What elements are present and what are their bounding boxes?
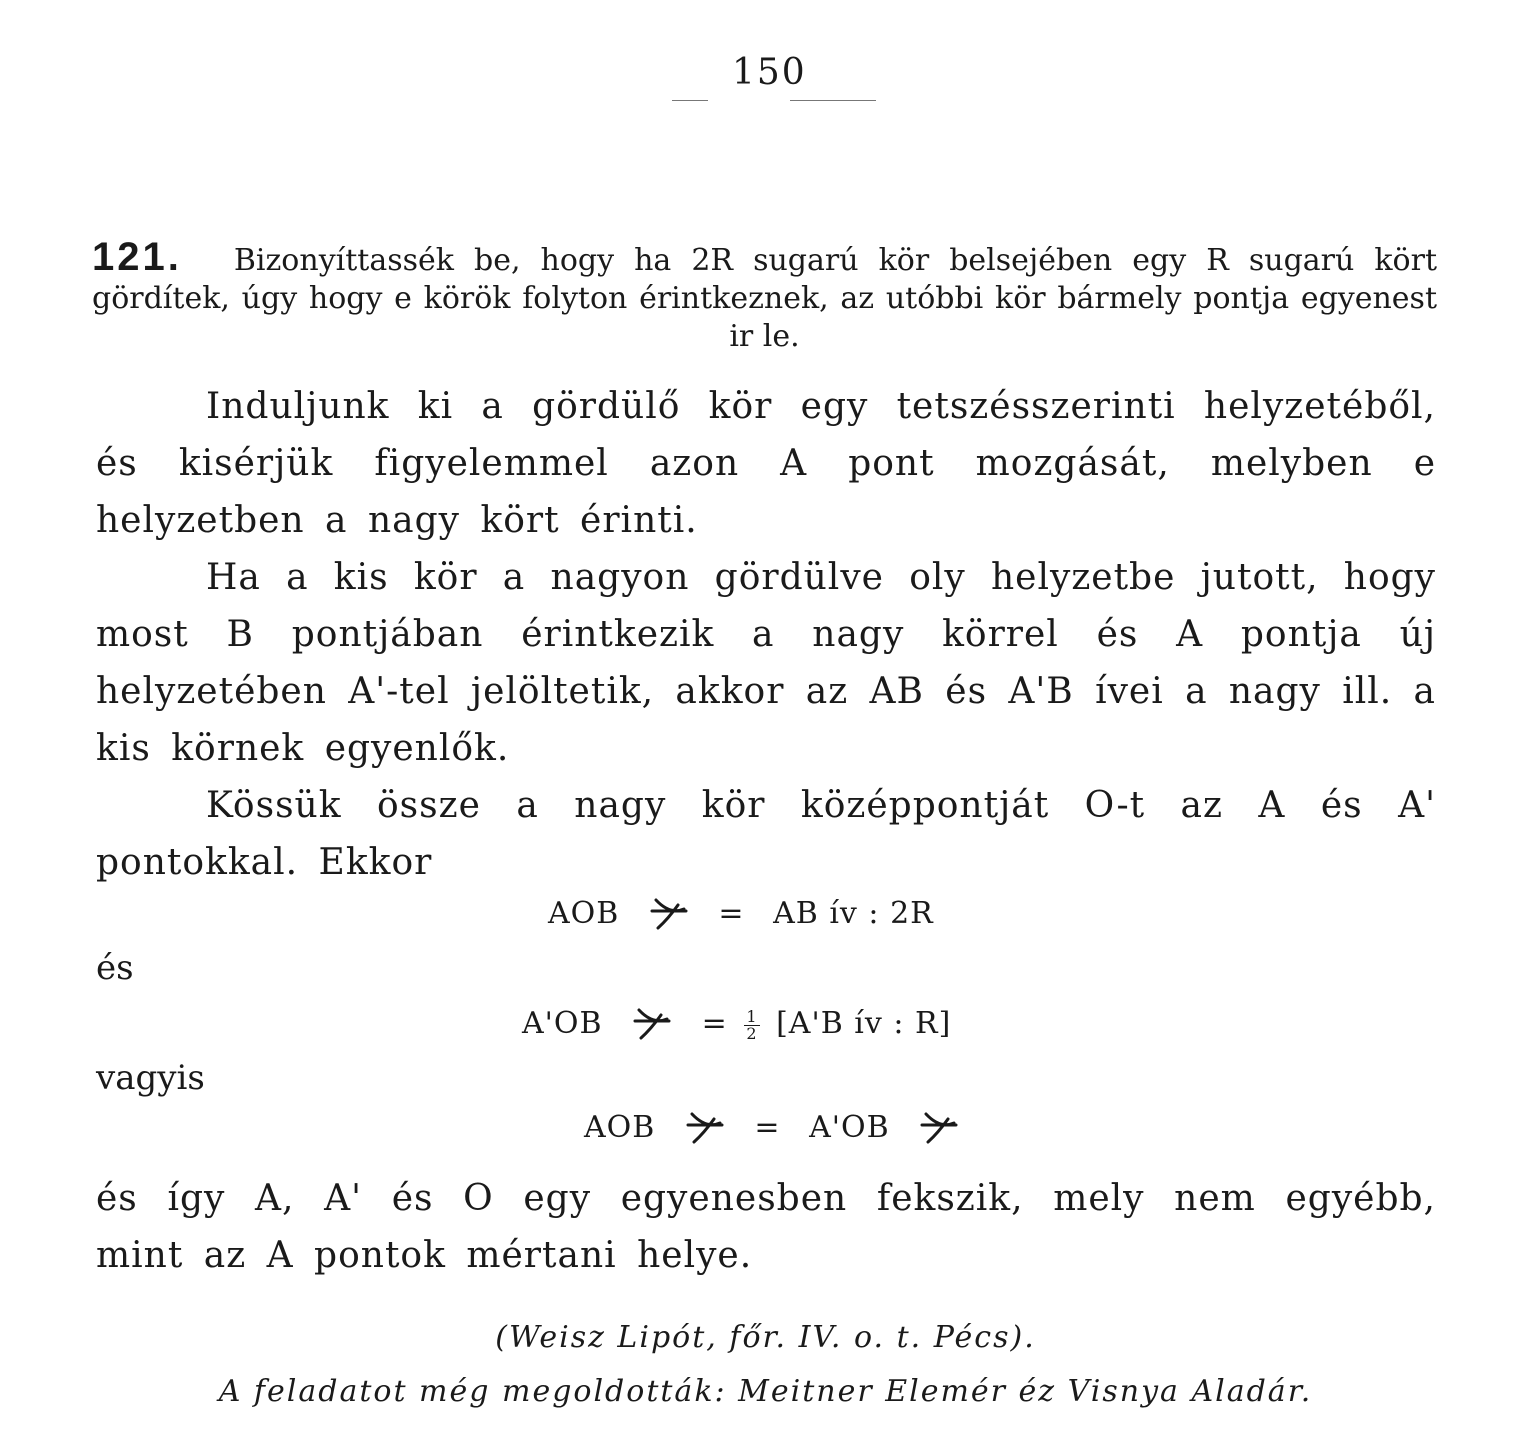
fraction-numerator: 1	[746, 1006, 758, 1026]
problem-text: Bizonyíttassék be, hogy ha 2R sugarú kör belsejében egy R sugarú kört gördítek, úgy hogy e körök folyton érintkeznek, az utóbbi kör bármely pontja egyenest ir le.	[92, 243, 1437, 354]
fraction-denominator: 2	[746, 1023, 758, 1043]
formula-lhs: AOB	[584, 1110, 656, 1145]
connector-text: és	[96, 948, 134, 988]
formula-rhs: AB ív : 2R	[773, 896, 934, 931]
formula-equals: =	[718, 896, 745, 931]
formula-1	[548, 896, 934, 931]
formula-rhs: [A'B ív : R]	[776, 1006, 952, 1041]
solution-body	[96, 378, 1436, 891]
angle-sign-icon	[631, 1007, 673, 1041]
angle-sign-icon	[684, 1111, 726, 1145]
conclusion-paragraph: és így A, A' és O egy egyenesben fekszik, mely nem egyébb, mint az A pontok mértani helye.	[96, 1178, 1436, 1276]
header-rule-left	[672, 100, 708, 101]
solution-conclusion	[96, 1170, 1436, 1284]
angle-sign-icon	[918, 1111, 960, 1145]
solution-paragraph: Kössük össze a nagy kör középpontját O-t az A és A' pontokkal. Ekkor	[96, 785, 1436, 883]
formula-lhs: AOB	[548, 896, 620, 931]
formula-lhs: A'OB	[522, 1006, 603, 1041]
angle-sign-icon	[648, 897, 690, 931]
problem-statement	[92, 235, 1437, 356]
formula-2	[522, 1006, 951, 1042]
other-solvers: A feladatot még megoldották: Meitner Elemér éz Visnya Aladár.	[218, 1374, 1313, 1409]
fraction-one-half	[744, 1006, 759, 1043]
author-credit: (Weisz Lipót, főr. IV. o. t. Pécs).	[495, 1320, 1036, 1355]
problem-number: 121.	[92, 235, 182, 279]
header-rule-right	[790, 100, 876, 101]
formula-3	[584, 1110, 978, 1145]
solution-paragraph: Ha a kis kör a nagyon gördülve oly helyzetbe jutott, hogy most B pontjában érintkezik a nagy körrel és A pontja új helyzetében A'-tel jelöltetik, akkor az AB és A'B ívei a nagy ill. a kis körnek egyenlők.	[96, 557, 1436, 769]
solution-paragraph: Induljunk ki a gördülő kör egy tetszésszerinti helyzetéből, és kisérjük figyelemmel azon A pont mozgását, melyben e helyzetben a nagy kört érinti.	[96, 386, 1436, 541]
formula-equals: =	[701, 1006, 728, 1041]
page-number: 150	[732, 52, 807, 93]
connector-text: vagyis	[96, 1058, 205, 1098]
formula-equals: =	[754, 1110, 781, 1145]
formula-rhs: A'OB	[809, 1110, 890, 1145]
